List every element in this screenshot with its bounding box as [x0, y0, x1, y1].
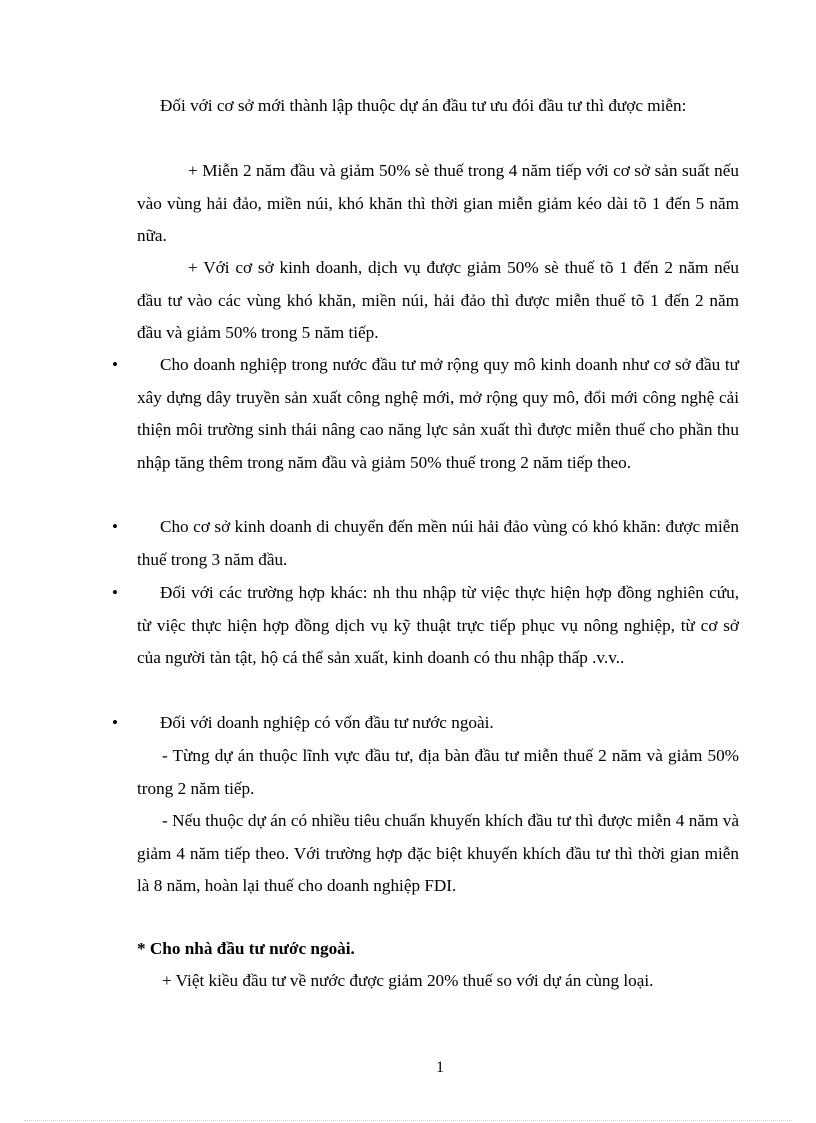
bullet-icon: •: [112, 713, 118, 732]
paragraph-exemption-new-establishments: Đối với cơ sở mới thành lập thuộc dự án đầu tư ưu đói đầu tư thì được miễn:: [160, 96, 687, 115]
paragraph-exemption-two-years: + Miễn 2 năm đầu và giảm 50% sè thuế trong 4 năm tiếp với cơ sở sản suất nếu vào vùng hải đảo, miền núi, khó khăn thì thời gian miễn giảm kéo dài tõ 1 đến 5 năm nữa.: [137, 161, 739, 245]
paragraph-other-cases: Đối với các trường hợp khác: nh thu nhập từ việc thực hiện hợp đồng nghiên cứu, từ việc thực hiện hợp đồng dịch vụ kỹ thuật trực tiếp phục vụ nông nghiệp, từ cơ sở của người tàn tật, hộ cá thể sản xuất, kinh doanh có thu nhập thấp .v.v..: [137, 583, 739, 667]
page-bottom-dotted-border: [24, 1120, 792, 1121]
paragraph-overseas-vietnamese: + Việt kiều đầu tư về nước được giảm 20% thuế so với dự án cùng loại.: [162, 971, 654, 990]
bullet-icon: •: [112, 517, 118, 536]
bullet-icon: •: [112, 583, 118, 602]
paragraph-project-sector: - Từng dự án thuộc lĩnh vực đầu tư, địa bàn đầu tư miễn thuế 2 năm và giảm 50% trong 2 năm tiếp.: [137, 746, 739, 798]
bullet-icon: •: [112, 355, 118, 374]
paragraph-multiple-criteria: - Nếu thuộc dự án có nhiều tiêu chuẩn khuyến khích đầu tư thì được miễn 4 năm và giảm 4 năm tiếp theo. Với trường hợp đặc biệt khuyến khích đầu tư thì thời gian miễn là 8 năm, hoàn lại thuế cho doanh nghiệp FDI.: [137, 811, 739, 895]
section-heading-foreign-investors: * Cho nhà đầu tư nước ngoài.: [137, 939, 355, 958]
paragraph-fdi-enterprises: Đối với doanh nghiệp có vốn đầu tư nước ngoài.: [160, 713, 494, 732]
page-number: 1: [436, 1059, 444, 1076]
paragraph-relocation: Cho cơ sở kinh doanh di chuyển đến mền núi hải đảo vùng có khó khăn: được miễn thuế trong 3 năm đầu.: [137, 517, 739, 569]
paragraph-business-services-reduction: + Với cơ sở kinh doanh, dịch vụ được giảm 50% sè thuế tõ 1 đến 2 năm nếu đầu tư vào các vùng khó khăn, miền núi, hải đảo thì được miễn thuế tõ 1 đến 2 năm đầu và giảm 50% trong 5 năm tiếp.: [137, 258, 739, 342]
paragraph-domestic-expansion: Cho doanh nghiệp trong nước đầu tư mở rộng quy mô kinh doanh như cơ sở đầu tư xây dựng dây truyền sản xuất công nghệ mới, mở rộng quy mô, đổi mới công nghệ cải thiện môi trường sinh thái nâng cao năng lực sản xuất thì được miễn thuế cho phần thu nhập tăng thêm trong năm đầu và giảm 50% thuế trong 2 năm tiếp theo.: [137, 355, 739, 472]
